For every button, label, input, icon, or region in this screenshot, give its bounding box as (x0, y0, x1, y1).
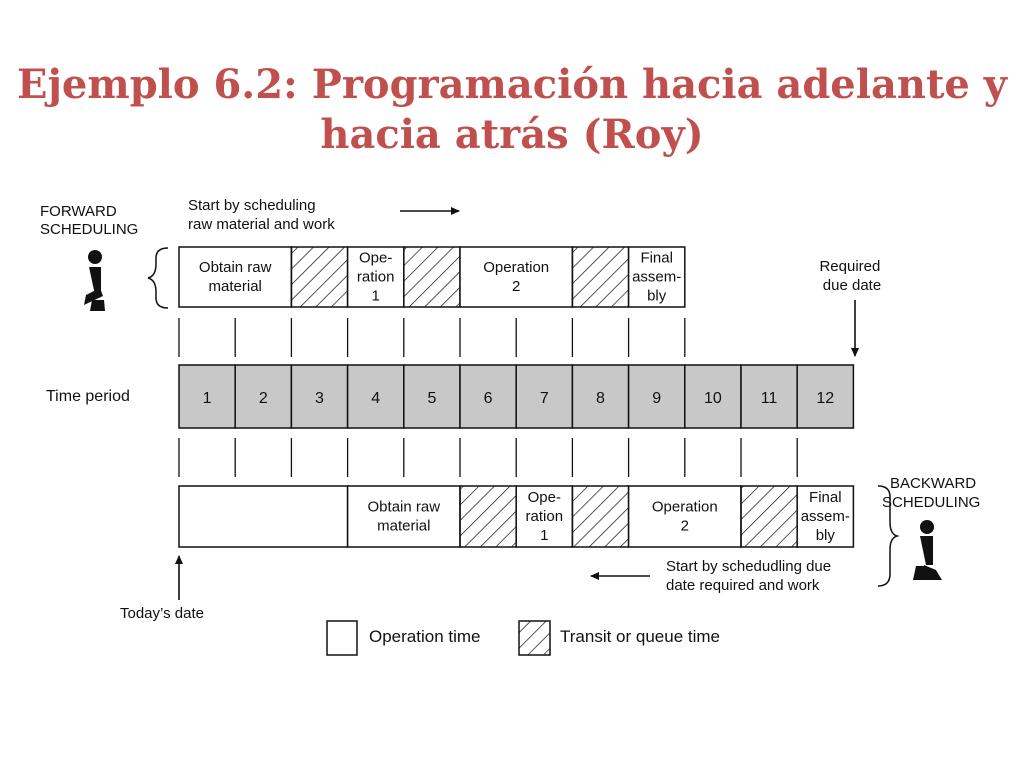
time-period-number: 1 (202, 390, 212, 407)
backward-block-label-line: material (377, 517, 431, 535)
slide-title-line-1: Ejemplo 6.2: Programación hacia adelante y (16, 61, 1008, 108)
backward-block-label-line: bly (815, 527, 835, 544)
backward-scheduling-label: BACKWARD SCHEDULING (882, 475, 981, 511)
legend-transit-swatch (519, 621, 550, 655)
time-period-number: 3 (315, 390, 324, 407)
time-period-label: Time period (46, 388, 130, 405)
time-period-row (179, 365, 853, 428)
legend-transit-label: Transit or queue time (560, 627, 720, 646)
backward-transit-block (741, 486, 797, 547)
time-period-number: 6 (483, 390, 493, 407)
forward-person-icon (84, 250, 105, 311)
forward-start-note: Start by scheduling raw material and work (188, 197, 335, 233)
backward-person-icon (913, 520, 942, 580)
forward-block-label-line: assem- (632, 268, 682, 286)
slide-title-line-2: hacia atrás (Roy) (320, 111, 704, 158)
backward-block-label-line: 1 (540, 527, 549, 544)
time-period-number: 7 (539, 390, 549, 407)
forward-schedule-row (179, 247, 685, 307)
legend (327, 621, 720, 655)
forward-transit-block (404, 247, 460, 307)
time-period-number: 8 (596, 390, 605, 407)
forward-block-label-line: Obtain raw (198, 259, 272, 276)
backward-start-note: Start by schedudling due date required and work (666, 558, 832, 594)
time-period-number: 5 (427, 390, 437, 407)
time-period-number: 10 (704, 390, 722, 407)
forward-block-label-line: Final (640, 249, 673, 267)
time-period-number: 11 (760, 390, 778, 407)
legend-operation-label: Operation time (369, 627, 481, 646)
backward-transit-block (460, 486, 516, 547)
time-period-number: 12 (816, 390, 835, 407)
forward-block-label-line: ration (356, 268, 395, 286)
backward-schedule-row (179, 486, 853, 547)
forward-block-label-line: Operation (483, 259, 550, 276)
time-period-number: 9 (652, 390, 662, 407)
backward-block-label-line: Ope- (527, 489, 561, 506)
todays-date-label: Today’s date (120, 605, 204, 622)
backward-block-label-line: assem- (800, 508, 850, 525)
time-period-number: 2 (258, 390, 268, 407)
required-due-date-label: Required due date (819, 258, 882, 294)
backward-operation-block (348, 486, 460, 547)
forward-operation-block (460, 247, 572, 307)
backward-operation-block (179, 486, 348, 547)
backward-block-label-line: 2 (680, 517, 689, 535)
forward-block-label-line: 1 (371, 287, 380, 305)
backward-block-label-line: Final (809, 489, 842, 506)
backward-block-label-line: Obtain raw (367, 498, 441, 516)
legend-operation-swatch (327, 621, 357, 655)
forward-brace (148, 248, 168, 308)
forward-transit-block (291, 247, 347, 307)
backward-block-label-line: Operation (651, 498, 718, 516)
backward-transit-block (572, 486, 628, 547)
forward-scheduling-label: FORWARD SCHEDULING (40, 203, 139, 238)
forward-block-label-line: Ope- (359, 249, 393, 267)
forward-block-label-line: 2 (512, 278, 521, 295)
time-period-number: 4 (371, 390, 381, 407)
backward-operation-block (629, 486, 741, 547)
backward-block-label-line: ration (525, 508, 564, 525)
forward-transit-block (572, 247, 628, 307)
forward-block-label-line: material (208, 278, 262, 295)
forward-operation-block (179, 247, 291, 307)
forward-block-label-line: bly (647, 287, 667, 305)
